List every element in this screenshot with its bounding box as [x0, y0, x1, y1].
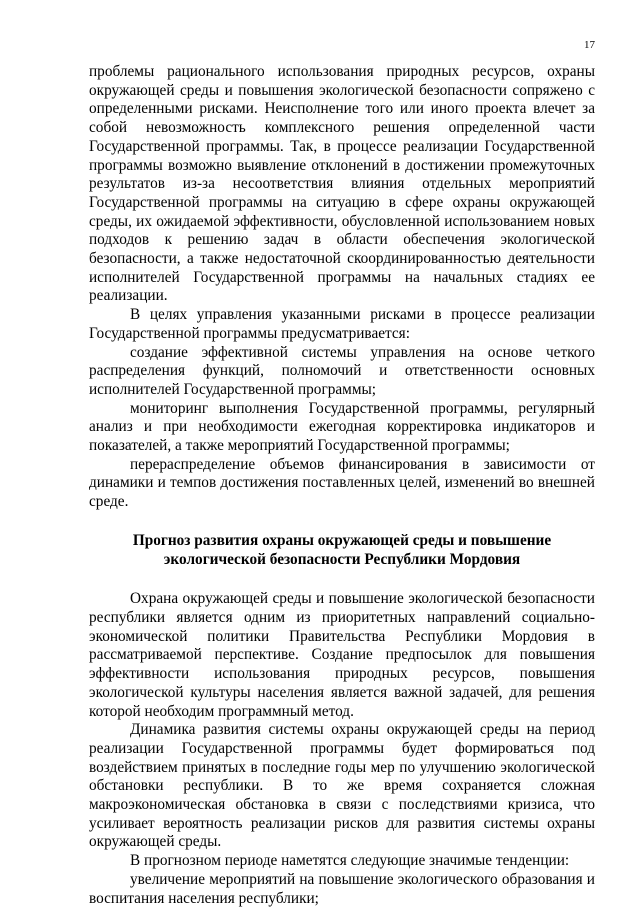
- paragraph: проблемы рационального использования природных ресурсов, охраны окружающей среды и повышения экологической безопасности сопряжено с определенными рисками. Неисполнение того или иного проекта влечет за собой невозможность комплексного решения определенной части Государственной программы. Так, в процессе реализации Государственной программы возможно выявление отклонений в достижении промежуточных результатов из-за несоответствия влияния отдельных мероприятий Государственной программы на ситуацию в сфере охраны окружающей среды, их ожидаемой эффективности, обусловленной использованием новых подходов к решению задач в области обеспечения экологической безопасности, а также недостаточной скоординированностью деятельности исполнителей Государственной программы на начальных стадиях ее реализации.: [89, 63, 595, 305]
- section-heading: [89, 532, 595, 569]
- document-body: [89, 63, 595, 908]
- list-item: создание эффективной системы управления на основе четкого распределения функций, полномочий и ответственности основных исполнителей Государственной программы;: [89, 343, 595, 398]
- paragraph: В целях управления указанными рисками в процессе реализации Государственной программы предусматривается:: [89, 306, 595, 342]
- list-item: увеличение мероприятий на повышение экологического образования и воспитания населения республики;: [89, 870, 595, 907]
- paragraph: Охрана окружающей среды и повышение экологической безопасности республики является одним из приоритетных направлений социально-экономической политики Правительства Республики Мордовия в рассматриваемой перспективе. Создание предпосылок для повышения эффективности использования природных ресурсов, повышения экологической культуры населения является важной задачей, для решения которой необходим программный метод.: [89, 590, 595, 720]
- paragraph: В прогнозном периоде наметятся следующие значимые тенденции:: [130, 852, 570, 870]
- section-risk-management: [89, 63, 595, 512]
- section-heading-line: экологической безопасности Республики Мордовия: [163, 550, 521, 568]
- section-heading-line: Прогноз развития охраны окружающей среды и повышение: [132, 531, 552, 549]
- paragraph: Динамика развития системы охраны окружающей среды на период реализации Государственной программы будет формироваться под воздействием принятых в последние годы мер по улучшению экологической обстановки республики. В то же время сохраняется сложная макроэкономическая обстановка в связи с последствиями кризиса, что усиливает вероятность реализации рисков для развития системы охраны окружающей среды.: [89, 721, 595, 851]
- page-number: 17: [584, 39, 595, 51]
- section-forecast: [89, 590, 595, 908]
- list-item: мониторинг выполнения Государственной программы, регулярный анализ и при необходимости ежегодная корректировка индикаторов и показателей, а также мероприятий Государственной программы;: [89, 399, 595, 455]
- list-item: перераспределение объемов финансирования в зависимости от динамики и темпов достижения поставленных целей, изменений во внешней среде.: [89, 455, 595, 511]
